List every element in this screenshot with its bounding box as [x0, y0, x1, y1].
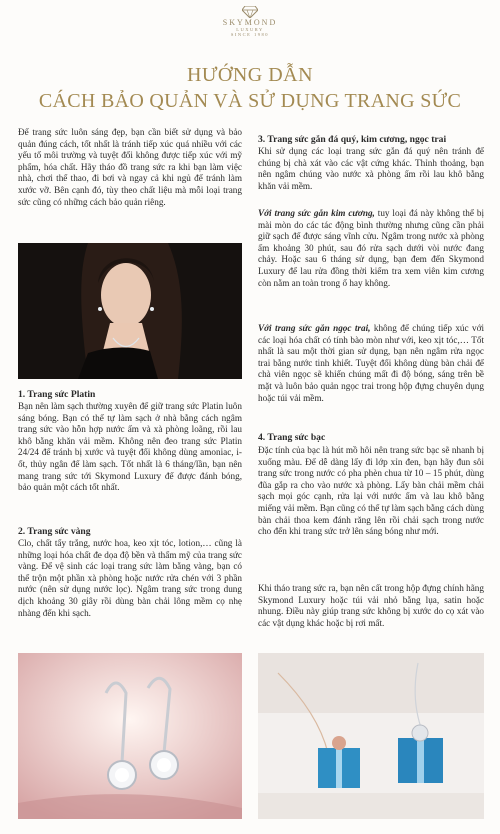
diamond-lead: Với trang sức gắn kim cương, [258, 208, 375, 218]
section-3-heading: 3. Trang sức gắn đá quý, kim cương, ngọc trai [258, 134, 447, 145]
section-1-heading: 1. Trang sức Platin [18, 389, 96, 400]
brand-since: SINCE 1980 [230, 32, 270, 37]
brand-logo [0, 6, 500, 37]
section-2-heading: 2. Trang sức vàng [18, 526, 91, 537]
intro-paragraph: Để trang sức luôn sáng đẹp, bạn cần biết sử dụng và bảo quản đúng cách, tốt nhất là tránh tiếp xúc quá nhiều với các yếu tố môi trường và tuyệt đối không được tiếp xúc với mỹ phẩm, hóa chất. Hãy tháo đồ trang sức ra khi bạn làm việc nhà, chơi thể thao, đi bơi và ngay cả khi ngủ để tránh làm xước vỡ. Bên cạnh đó, tùy theo chất liệu mà mỗi loại trang sức cũng có những cách bảo quản riêng. [18, 127, 242, 207]
page-title-line2: CÁCH BẢO QUẢN VÀ SỬ DỤNG TRANG SỨC [38, 90, 462, 112]
diamond-paragraph [258, 208, 484, 289]
model-photo [18, 243, 242, 379]
gift-box-photo [258, 653, 484, 819]
section-2-body: Clo, chất tẩy trắng, nước hoa, keo xịt tóc, lotion,… cũng là những loại hóa chất đe dọa độ bền và thẩm mỹ của trang sức vàng. Để vệ sinh các loại trang sức làm bằng vàng, bạn có thể trộn một phần xà phòng hoặc nước rửa chén với 3 phần nước (nên sử dụng nước lọc). Ngâm trang sức trong dung dịch khoảng 30 giây rồi dùng bàn chải lông mềm cọ nhẹ nhàng đến khi sạch. [18, 538, 242, 618]
section-3-body: Khi sử dụng các loại trang sức gắn đá quý nên tránh để chúng bị chà xát vào các vật cứng khác. Thỉnh thoảng, bạn nên ngâm chúng vào nước xà phòng ấm rồi lau khô bằng khăn vải mềm. [258, 146, 484, 191]
brand-sub: LUXURY [236, 27, 264, 32]
pearl-paragraph [258, 323, 484, 404]
diamond-icon [242, 6, 258, 18]
pearl-body: không để chúng tiếp xúc với các loại hóa chất có tính bào mòn như với, keo xịt tóc,… Tốt nhất là sau một thời gian sử dụng, bạn nên ngâm rửa ngọc trai bằng nước tinh khiết. Tuyệt đối không dùng bàn chải để chà viên ngọc sẽ khiến chúng mất đi độ bóng, sáng trên bề mặt và luôn bảo quản ngọc trai trong hộp đựng chuyên dụng hoặc túi vải mềm. [258, 323, 485, 403]
page-title-line1: HƯỚNG DẪN [186, 64, 314, 86]
earrings-photo [18, 653, 242, 819]
section-4-body: Đặc tính của bạc là hút mồ hôi nên trang sức bạc sẽ nhanh bị xuống màu. Để dễ dàng lấy đi lớp xỉn đen, bạn hãy đun sôi trang sức trong nước có pha phèn chua từ 10 – 15 phút, dùng đũa gắp ra cho vào nước xà phòng. Lấy bàn chải mềm chải sạch mọi góc cạnh, rửa lại với nước ấm và lau khô bằng miếng vải mềm. Bạn cũng có thể tự làm sạch bằng cách dùng bàn chải thoa kem đánh răng lên rồi chải sạch trong nước cho đến khi trang sức trở lên sáng bóng như mới. [258, 445, 484, 537]
closing-paragraph: Khi tháo trang sức ra, bạn nên cất trong hộp đựng chính hãng Skymond Luxury hoặc túi vải nhỏ bằng lụa, satin hoặc nhung. Điều này giúp trang sức không bị xước do cọ xát vào các vật dụng khác hoặc bị rơi mất. [258, 583, 484, 628]
diamond-body: tuy loại đá này không thể bị mài mòn do các tác động bình thường nhưng cũng cần phải giữ sạch để được sáng vĩnh cửu. Ngâm trong nước xà phòng ấm khoảng 30 phút, sau đó rửa sạch dưới vòi nước đang chảy. Hoặc sau 6 tháng sử dụng, bạn đem đến Skymond Luxury để lau rửa đồng thời kiểm tra xem viên kim cương còn nằm an toàn trong ổ hay không. [258, 208, 485, 288]
section-4-heading: 4. Trang sức bạc [258, 432, 326, 443]
brand-name: SKYMOND [222, 18, 278, 27]
section-1-body: Bạn nên làm sạch thường xuyên để giữ trang sức Platin luôn sáng bóng. Bạn có thể tự làm sạch ở nhà bằng cách ngâm trang sức vào hỗn hợp nước ấm và xà phòng loãng, rồi lau khô bằng khăn vải mềm. Không nên đeo trang sức Platin 24/24 để tránh bị xước và tuyệt đối không dùng amoniac, i-ốt, thủy ngân để làm sạch. Tốt nhất là 6 tháng/lần, bạn nên mang trang sức tới Skymond Luxury để được đánh bóng, bảo quản một cách tốt nhất. [18, 401, 242, 493]
pearl-lead: Với trang sức gắn ngọc trai, [258, 323, 371, 333]
